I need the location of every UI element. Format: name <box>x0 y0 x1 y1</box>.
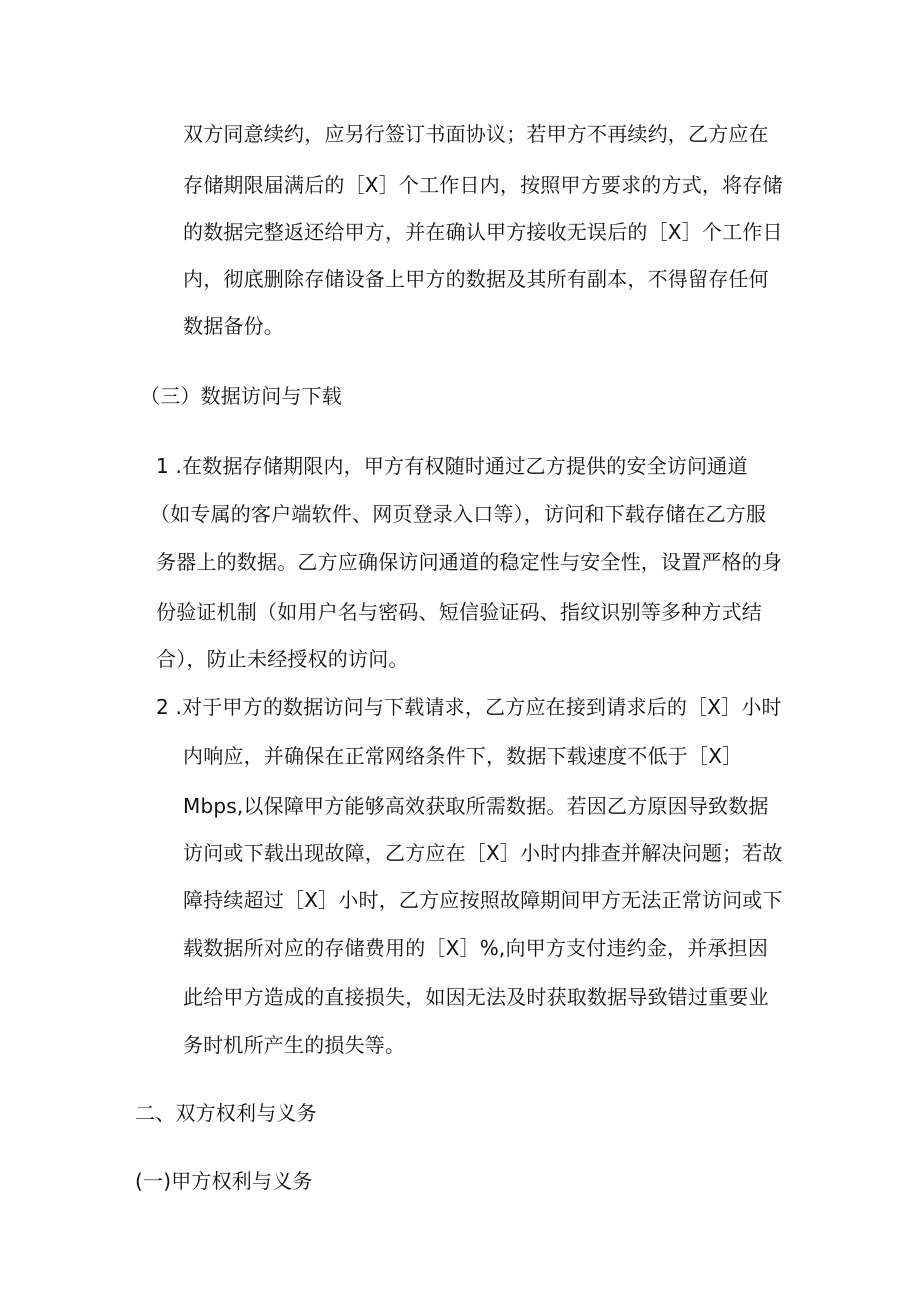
section-heading: （三）数据访问与下载 <box>140 384 342 408</box>
list-item-line: 合），防止未经授权的访问。 <box>156 647 409 671</box>
list-item-line: 此给甲方造成的直接损失，如因无法及时获取数据导致错过重要业 <box>183 985 769 1009</box>
list-item-line: 务器上的数据。乙方应确保访问通道的稳定性与安全性，设置严格的身 <box>156 550 783 574</box>
list-item-line: Mbps,以保障甲方能够高效获取所需数据。若因乙方原因导致数据 <box>183 794 769 818</box>
chapter-heading: 二、双方权利与义务 <box>135 1101 317 1125</box>
subsection-heading: (一)甲方权利与义务 <box>135 1169 313 1193</box>
paragraph-line: 的数据完整返还给甲方，并在确认甲方接收无误后的［X］个工作日 <box>183 220 783 244</box>
list-item-line: 2 .对于甲方的数据访问与下载请求，乙方应在接到请求后的［X］小时 <box>156 695 782 719</box>
list-item-line: 务时机所产生的损失等。 <box>183 1033 406 1057</box>
list-item-line: 障持续超过［X］小时，乙方应按照故障期间甲方无法正常访问或下 <box>183 888 783 912</box>
list-item-line: 1 .在数据存储期限内，甲方有权随时通过乙方提供的安全访问通道 <box>156 454 748 478</box>
list-item-line: （如专属的客户端软件、网页登录入口等），访问和下载存储在乙方服 <box>150 502 767 526</box>
paragraph-line: 数据备份。 <box>183 314 284 338</box>
list-item-line: 内响应，并确保在正常网络条件下，数据下载速度不低于［X］ <box>183 744 743 768</box>
list-item-line: 份验证机制（如用户名与密码、短信验证码、指纹识别等多种方式结 <box>156 600 762 624</box>
list-item-line: 载数据所对应的存储费用的［X］%,向甲方支付违约金，并承担因 <box>183 936 769 960</box>
paragraph-line: 存储期限届满后的［X］个工作日内，按照甲方要求的方式，将存储 <box>183 173 783 197</box>
list-item-line: 访问或下载出现故障，乙方应在［X］小时内排查并解决问题；若故 <box>183 841 783 865</box>
paragraph-line: 双方同意续约，应另行签订书面协议；若甲方不再续约，乙方应在 <box>183 122 769 146</box>
paragraph-line: 内，彻底删除存储设备上甲方的数据及其所有副本，不得留存任何 <box>183 267 769 291</box>
